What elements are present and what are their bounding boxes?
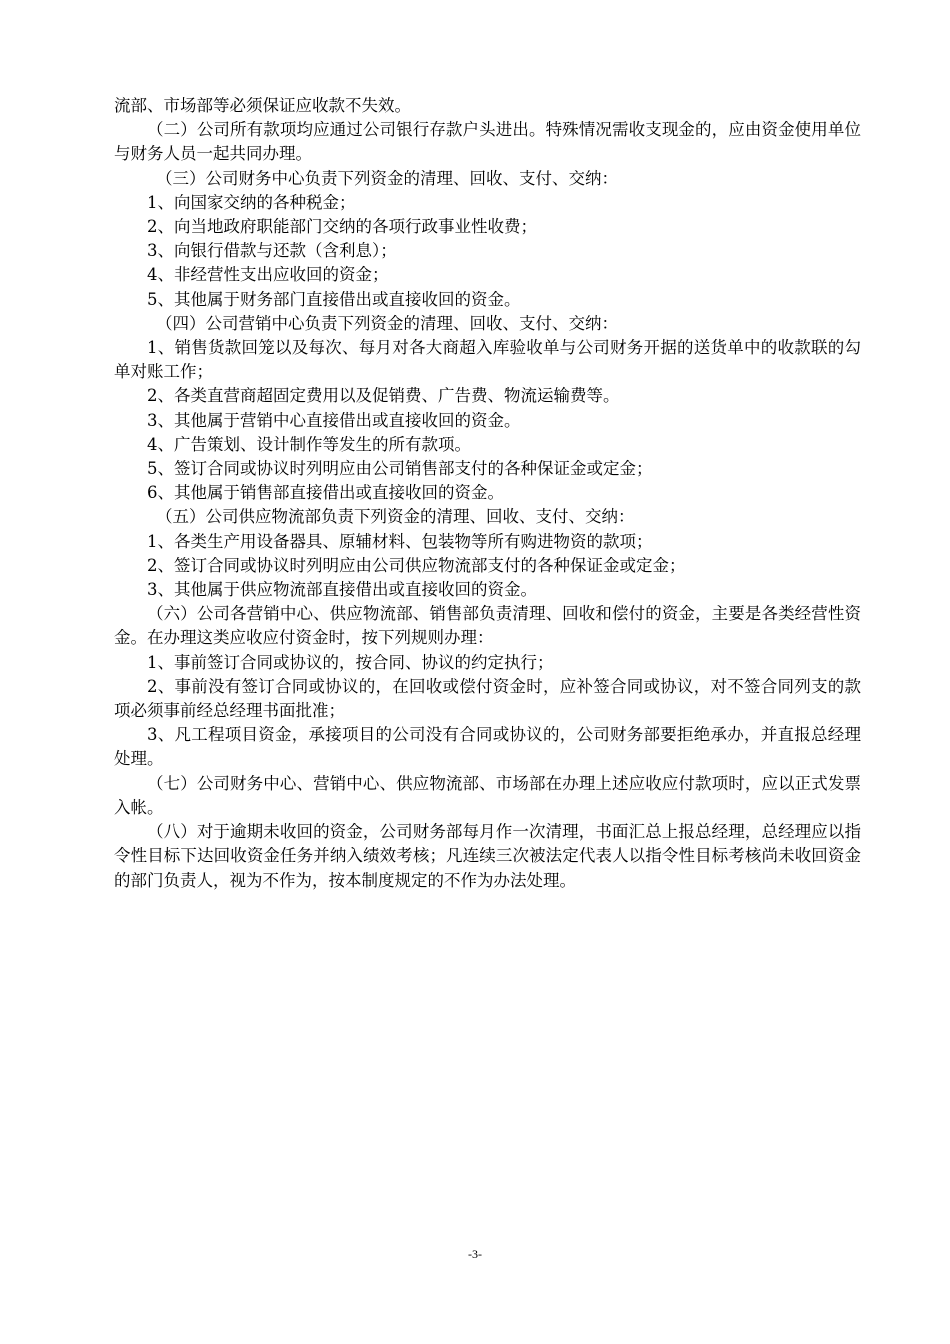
section-heading: （五）公司供应物流部负责下列资金的清理、回收、支付、交纳： <box>156 507 635 527</box>
list-item: 4、非经营性支出应收回的资金； <box>147 265 389 285</box>
list-item: 5、签订合同或协议时列明应由公司销售部支付的各种保证金或定金； <box>147 459 653 479</box>
paragraph: 流部、市场部等必须保证应收款不失效。 <box>114 96 411 115</box>
list-item: 5、其他属于财务部门直接借出或直接收回的资金。 <box>147 289 521 309</box>
list-item: 3、其他属于供应物流部直接借出或直接收回的资金。 <box>147 580 537 600</box>
section-heading: （七）公司财务中心、营销中心、供应物流部、市场部在办理上述应收应付款项时，应以正式发票入帐。 <box>114 773 861 817</box>
list-item: 4、广告策划、设计制作等发生的所有款项。 <box>147 434 471 454</box>
section-heading: （六）公司各营销中心、供应物流部、销售部负责清理、回收和偿付的资金，主要是各类经营性资金。在办理这类应收应付资金时，按下列规则办理： <box>114 604 861 648</box>
list-item: 2、签订合同或协议时列明应由公司供应物流部支付的各种保证金或定金； <box>147 555 686 575</box>
section-heading: （三）公司财务中心负责下列资金的清理、回收、支付、交纳： <box>156 168 618 188</box>
document-body <box>114 94 861 893</box>
page-number: -3- <box>468 1247 482 1261</box>
list-item: 2、事前没有签订合同或协议的，在回收或偿付资金时，应补签合同或协议，对不签合同列支的款项必须事前经总经理书面批准； <box>114 676 861 721</box>
section-heading: （四）公司营销中心负责下列资金的清理、回收、支付、交纳： <box>156 313 618 333</box>
section-heading: （八）对于逾期未收回的资金，公司财务部每月作一次清理，书面汇总上报总经理，总经理应以指令性目标下达回收资金任务并纳入绩效考核；凡连续三次被法定代表人以指令性目标考核尚未收回资金的部门负责人，视为不作为，按本制度规定的不作为办法处理。 <box>114 822 861 890</box>
list-item: 1、销售货款回笼以及每次、每月对各大商超入库验收单与公司财务开据的送货单中的收款联的勾单对账工作； <box>114 338 861 382</box>
list-item: 6、其他属于销售部直接借出或直接收回的资金。 <box>147 483 504 503</box>
list-item: 3、其他属于营销中心直接借出或直接收回的资金。 <box>147 410 521 430</box>
list-item: 2、向当地政府职能部门交纳的各项行政事业性收费； <box>147 217 537 237</box>
list-item: 2、各类直营商超固定费用以及促销费、广告费、物流运输费等。 <box>147 386 620 406</box>
list-item: 3、向银行借款与还款（含利息）； <box>147 241 397 261</box>
list-item: 1、事前签订合同或协议的，按合同、协议的约定执行； <box>147 652 554 672</box>
list-item: 1、向国家交纳的各种税金； <box>147 192 356 212</box>
list-item: 1、各类生产用设备器具、原辅材料、包装物等所有购进物资的款项； <box>147 531 653 551</box>
paragraph: （二）公司所有款项均应通过公司银行存款户头进出。特殊情况需收支现金的，应由资金使用单位与财务人员一起共同办理。 <box>114 120 861 164</box>
list-item: 3、凡工程项目资金，承接项目的公司没有合同或协议的，公司财务部要拒绝承办，并直报总经理处理。 <box>114 725 861 769</box>
